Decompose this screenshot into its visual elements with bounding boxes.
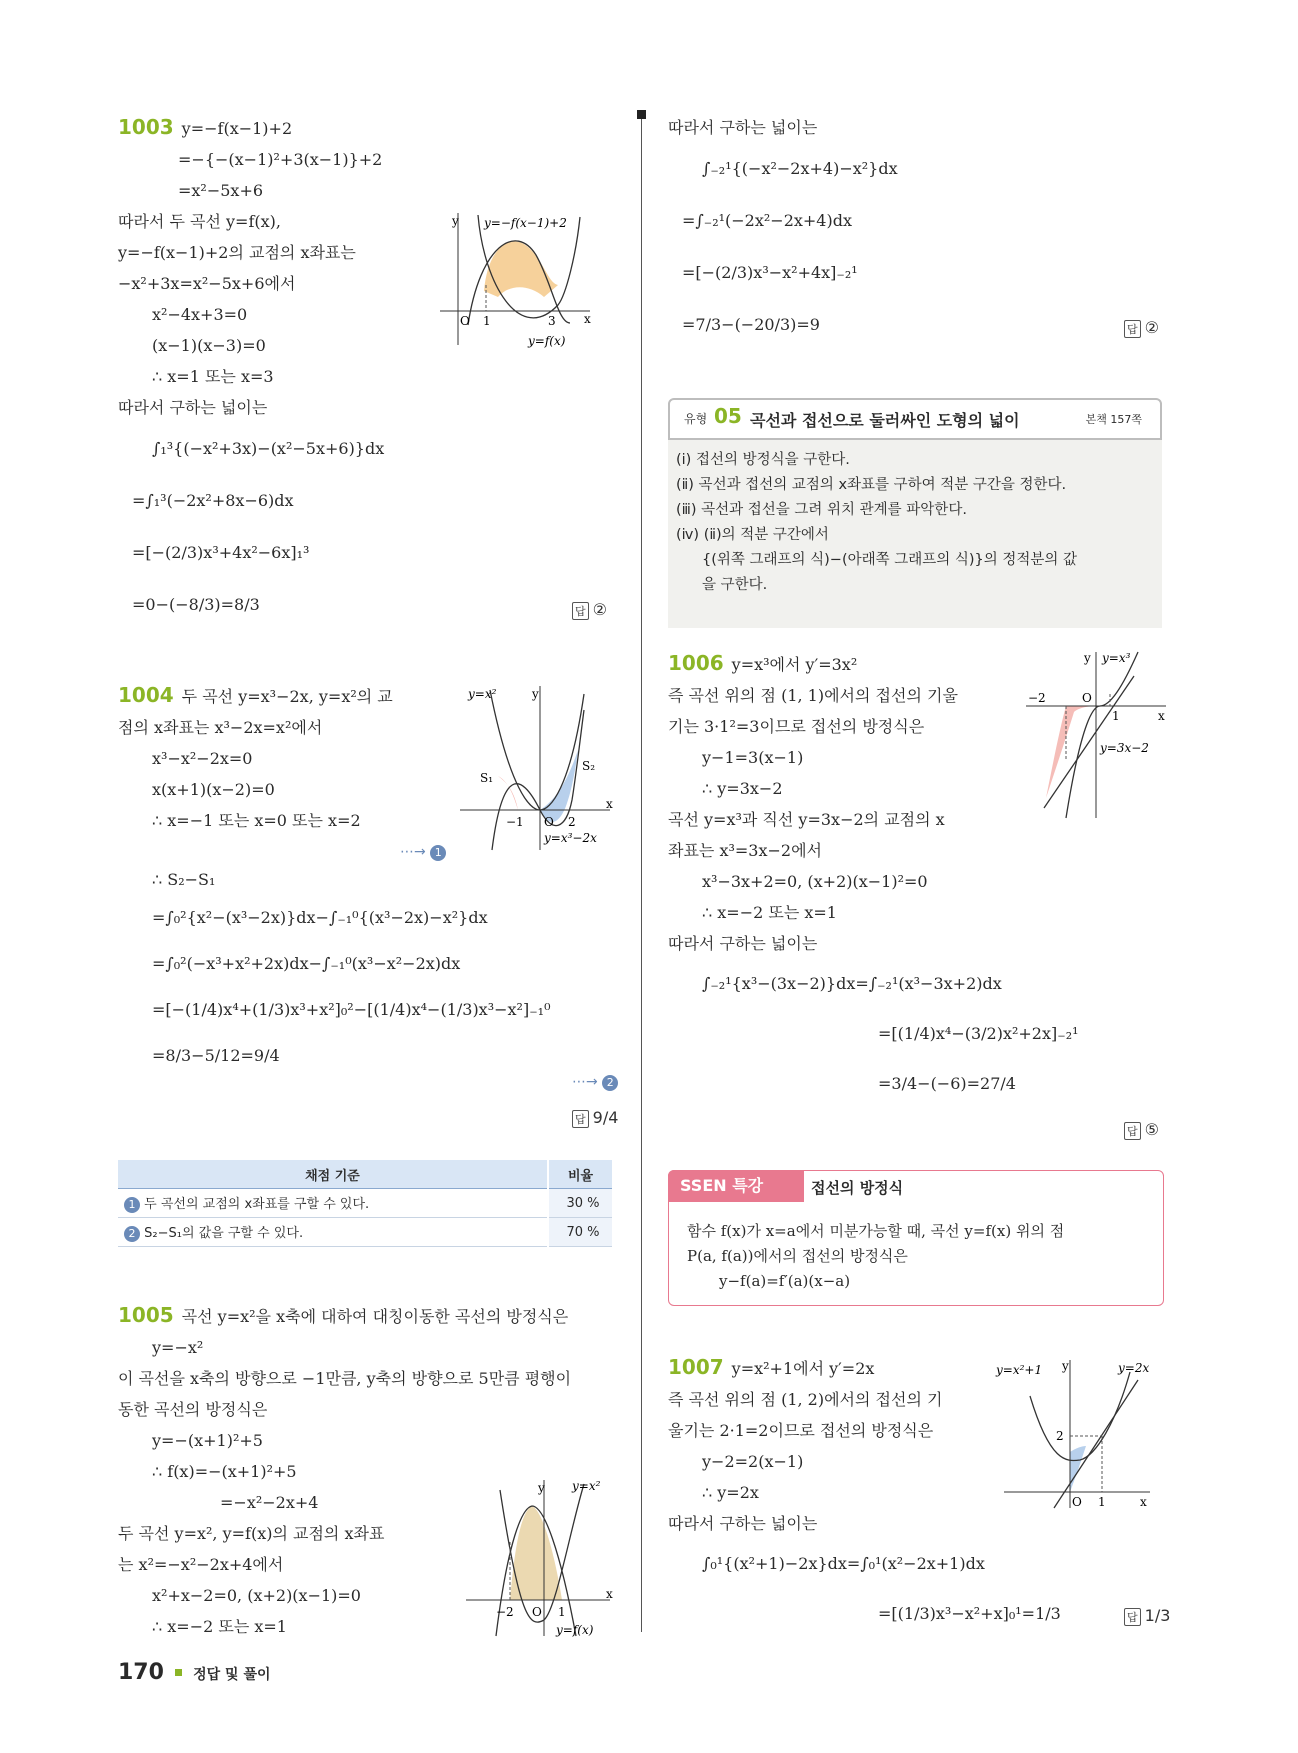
answer-icon: 답 bbox=[572, 602, 589, 620]
x-label: x bbox=[606, 797, 613, 811]
solution-line: 두 곡선 y=x², y=f(x)의 교점의 x좌표 bbox=[118, 1524, 385, 1543]
solution-line: y−1=3(x−1) bbox=[702, 748, 804, 767]
answer-icon: 답 bbox=[1124, 1122, 1141, 1140]
solution-line: y=−(x+1)²+5 bbox=[152, 1431, 263, 1450]
x-label: x bbox=[606, 1587, 613, 1601]
ratio-cell: 30 % bbox=[548, 1189, 612, 1218]
answer-icon: 답 bbox=[572, 1110, 589, 1128]
problem-1003 bbox=[118, 112, 618, 631]
tick-label: −2 bbox=[1028, 691, 1046, 705]
curve-label: y=x³−2x bbox=[544, 831, 597, 845]
solution-line: 이 곡선을 x축의 방향으로 −1만큼, y축의 방향으로 5만큼 평행이 bbox=[118, 1369, 572, 1388]
ssen-tag: SSEN 특강 bbox=[668, 1170, 804, 1202]
continuation-1005 bbox=[668, 112, 1168, 351]
answer-1006: 답 ⑤ bbox=[1124, 1120, 1159, 1140]
step-badge: 1 bbox=[124, 1197, 140, 1213]
graph-1006 bbox=[1026, 648, 1176, 823]
page-footer bbox=[118, 1660, 271, 1685]
table-header bbox=[118, 1160, 612, 1189]
solution-line: 기는 3·1²=3이므로 접선의 방정식은 bbox=[668, 717, 925, 736]
y-label: y bbox=[1084, 651, 1091, 665]
integral-line: =[−(2/3)x³+4x²−6x]₁³ bbox=[132, 543, 310, 562]
integral-line: ∫₁³{(−x²+3x)−(x²−5x+6)}dx bbox=[152, 439, 385, 458]
solution-line: 좌표는 x³=3x−2에서 bbox=[668, 841, 822, 860]
answer-1004: 답 9/4 bbox=[572, 1108, 618, 1128]
solution-line: ∴ x=−2 또는 x=1 bbox=[152, 1617, 287, 1636]
solution-line: −x²+3x=x²−5x+6에서 bbox=[118, 274, 296, 293]
region-label: S₂ bbox=[582, 759, 596, 773]
integral-line: =[−(2/3)x³−x²+4x]₋₂¹ bbox=[682, 263, 858, 282]
column-header: 채점 기준 bbox=[118, 1160, 548, 1189]
curve-label: y=x²+1 bbox=[996, 1363, 1043, 1377]
tick-label: 2 bbox=[1056, 1429, 1064, 1443]
column-divider bbox=[641, 112, 642, 1632]
integral-line: =[(1/3)x³−x²+x]₀¹=1/3 bbox=[878, 1604, 1061, 1623]
curve-x3 bbox=[1066, 652, 1138, 818]
solution-line: 두 곡선 y=x³−2x, y=x²의 교 bbox=[181, 687, 393, 706]
solution-line: ∴ y=2x bbox=[702, 1483, 759, 1502]
integral-line: =∫₀²{x²−(x³−2x)}dx−∫₋₁⁰{(x³−2x)−x²}dx bbox=[152, 908, 488, 927]
solution-line: 따라서 두 곡선 y=f(x), bbox=[118, 212, 281, 231]
integral-line: ∫₀¹{(x²+1)−2x}dx=∫₀¹(x²−2x+1)dx bbox=[702, 1554, 985, 1573]
solution-line: =x²−5x+6 bbox=[178, 181, 264, 200]
graph-1005 bbox=[460, 1470, 620, 1640]
solution-line: (x−1)(x−3)=0 bbox=[152, 336, 266, 355]
graph-1004 bbox=[460, 680, 620, 855]
answer-1003: 답 ② bbox=[572, 600, 607, 620]
solution-line: x³−3x+2=0, (x+2)(x−1)²=0 bbox=[702, 872, 928, 891]
solution-line: x³−x²−2x=0 bbox=[152, 749, 253, 768]
tick-label: 2 bbox=[568, 815, 576, 829]
scoring-table bbox=[118, 1160, 612, 1247]
type-number: 05 bbox=[714, 404, 742, 428]
y-label: y bbox=[538, 1481, 545, 1495]
solution-line: 는 x²=−x²−2x+4에서 bbox=[118, 1555, 284, 1574]
tick-label: 3 bbox=[548, 314, 556, 328]
solution-line: 곡선 y=x³과 직선 y=3x−2의 교점의 x bbox=[668, 810, 945, 829]
answer-1005: 답 ② bbox=[1124, 318, 1159, 338]
solution-line: 즉 곡선 위의 점 (1, 2)에서의 접선의 기 bbox=[668, 1390, 943, 1409]
integral-line: =[(1/4)x⁴−(3/2)x²+2x]₋₂¹ bbox=[878, 1024, 1079, 1043]
answer-icon: 답 bbox=[1124, 1608, 1141, 1626]
step-marker-1: ⋯→ 1 bbox=[400, 844, 446, 861]
solution-line: ∴ x=−2 또는 x=1 bbox=[702, 903, 837, 922]
page-reference: 본책 157쪽 bbox=[1085, 413, 1142, 426]
curve-label: y=2x bbox=[1118, 1361, 1150, 1375]
step-badge: 2 bbox=[124, 1226, 140, 1242]
type-title: 곡선과 접선으로 둘러싸인 도형의 넓이 bbox=[750, 411, 1020, 430]
page-number: 170 bbox=[118, 1660, 164, 1685]
answer-1007: 답 1/3 bbox=[1124, 1606, 1170, 1626]
solution-line: y=−f(x−1)+2 bbox=[181, 119, 293, 138]
tick-label: −1 bbox=[506, 815, 524, 829]
tick-label: 1 bbox=[558, 1605, 566, 1619]
solution-line: 따라서 구하는 넓이는 bbox=[668, 934, 818, 953]
curve-label: y=x³ bbox=[1102, 651, 1131, 665]
ssen-line: y−f(a)=f′(a)(x−a) bbox=[719, 1272, 851, 1290]
integral-line: =[−(1/4)x⁴+(1/3)x³+x²]₀²−[(1/4)x⁴−(1/3)x³−x²]₋₁⁰ bbox=[152, 1000, 551, 1019]
solution-line: =−{−(x−1)²+3(x−1)}+2 bbox=[178, 150, 383, 169]
integral-line: =7/3−(−20/3)=9 bbox=[682, 315, 820, 334]
divider-marker bbox=[637, 110, 646, 119]
shaded-region bbox=[484, 241, 558, 297]
curve-label: y=f(x) bbox=[556, 1623, 594, 1637]
step-line: (ⅳ) (ⅱ)의 적분 구간에서 bbox=[676, 527, 829, 543]
type-box bbox=[668, 398, 1162, 622]
origin-label: O bbox=[1072, 1495, 1082, 1509]
step-marker-2: ⋯→ 2 bbox=[572, 1074, 618, 1091]
graph-1003 bbox=[440, 205, 620, 355]
criterion-text: 두 곡선의 교점의 x좌표를 구할 수 있다. bbox=[144, 1197, 370, 1212]
answer-icon: 답 bbox=[1124, 320, 1141, 338]
graph-1007 bbox=[990, 1352, 1170, 1512]
solution-line: 점의 x좌표는 x³−2x=x²에서 bbox=[118, 718, 323, 737]
ssen-title: 접선의 방정식 bbox=[811, 1179, 904, 1197]
solution-line: ∴ x=−1 또는 x=0 또는 x=2 bbox=[152, 811, 361, 830]
problem-number: 1005 bbox=[118, 1303, 174, 1327]
region-label: S₁ bbox=[480, 771, 494, 785]
integral-line: =0−(−8/3)=8/3 bbox=[132, 595, 260, 614]
origin-label: O bbox=[1082, 691, 1092, 705]
problem-number: 1007 bbox=[668, 1355, 724, 1379]
origin-label: O bbox=[460, 314, 470, 328]
tangent-line bbox=[1054, 1380, 1138, 1508]
origin-label: O bbox=[532, 1605, 542, 1619]
solution-line: ∴ x=1 또는 x=3 bbox=[152, 367, 274, 386]
solution-line: 즉 곡선 위의 점 (1, 1)에서의 접선의 기울 bbox=[668, 686, 958, 705]
solution-line: 곡선 y=x²을 x축에 대하여 대칭이동한 곡선의 방정식은 bbox=[181, 1307, 569, 1326]
origin-label: O bbox=[544, 815, 554, 829]
ssen-content bbox=[687, 1219, 1064, 1294]
solution-line: 따라서 구하는 넓이는 bbox=[668, 118, 818, 137]
solution-line: ∴ f(x)=−(x+1)²+5 bbox=[152, 1462, 297, 1481]
y-label: y bbox=[532, 687, 539, 701]
curve-label: y=f(x) bbox=[528, 334, 566, 348]
step-line: 을 구한다. bbox=[702, 577, 768, 593]
integral-line: =3/4−(−6)=27/4 bbox=[878, 1074, 1016, 1093]
step-line: (ⅱ) 곡선과 접선의 교점의 x좌표를 구하여 적분 구간을 정한다. bbox=[676, 477, 1067, 493]
ssen-box bbox=[668, 1170, 1164, 1306]
tick-label: 1 bbox=[1112, 709, 1120, 723]
footer-title: 정답 및 풀이 bbox=[193, 1667, 271, 1683]
solution-line: x(x+1)(x−2)=0 bbox=[152, 780, 275, 799]
integral-line: =∫₀²(−x³+x²+2x)dx−∫₋₁⁰(x³−x²−2x)dx bbox=[152, 954, 461, 973]
problem-number: 1006 bbox=[668, 651, 724, 675]
ssen-line: 함수 f(x)가 x=a에서 미분가능할 때, 곡선 y=f(x) 위의 점 bbox=[687, 1222, 1065, 1240]
tick-label: −2 bbox=[496, 1605, 514, 1619]
step-line: {(위쪽 그래프의 식)−(아래쪽 그래프의 식)}의 정적분의 값 bbox=[702, 552, 1078, 568]
x-label: x bbox=[1158, 709, 1165, 723]
integral-line: =∫₋₂¹(−2x²−2x+4)dx bbox=[682, 211, 852, 230]
footer-bullet-icon bbox=[175, 1669, 182, 1676]
table-row bbox=[118, 1218, 612, 1247]
step-line: (ⅲ) 곡선과 접선을 그려 위치 관계를 파악한다. bbox=[676, 502, 967, 518]
solution-line: y−2=2(x−1) bbox=[702, 1452, 804, 1471]
solution-line: 따라서 구하는 넓이는 bbox=[668, 1514, 818, 1533]
solution-line: y=−f(x−1)+2의 교점의 x좌표는 bbox=[118, 243, 356, 262]
problem-number: 1004 bbox=[118, 683, 174, 707]
solution-line: 따라서 구하는 넓이는 bbox=[118, 398, 268, 417]
type-steps bbox=[668, 440, 1162, 628]
curve-label: y=3x−2 bbox=[1100, 741, 1149, 755]
curve-label: y=x² bbox=[468, 687, 497, 701]
integral-line: ∫₋₂¹{x³−(3x−2)}dx=∫₋₂¹(x³−3x+2)dx bbox=[702, 974, 1002, 993]
y-label: y bbox=[452, 214, 459, 228]
curve-label: y=x² bbox=[572, 1479, 601, 1493]
solution-line: y=−x² bbox=[152, 1338, 204, 1357]
problem-number: 1003 bbox=[118, 115, 174, 139]
solution-line: 동한 곡선의 방정식은 bbox=[118, 1400, 268, 1419]
solution-line: ∴ S₂−S₁ bbox=[152, 870, 216, 889]
x-label: x bbox=[1140, 1495, 1147, 1509]
column-header: 비율 bbox=[548, 1160, 612, 1189]
x-label: x bbox=[584, 312, 591, 326]
integral-line: =∫₁³(−2x²+8x−6)dx bbox=[132, 491, 294, 510]
type-tag: 유형 bbox=[684, 412, 708, 426]
criterion-text: S₂−S₁의 값을 구할 수 있다. bbox=[144, 1226, 304, 1241]
integral-line: =8/3−5/12=9/4 bbox=[152, 1046, 280, 1065]
solution-line: 울기는 2·1=2이므로 접선의 방정식은 bbox=[668, 1421, 934, 1440]
tick-label: 1 bbox=[483, 314, 491, 328]
solution-line: x²+x−2=0, (x+2)(x−1)=0 bbox=[152, 1586, 361, 1605]
solution-line: y=x³에서 y′=3x² bbox=[731, 655, 858, 674]
tick-label: 1 bbox=[1098, 1495, 1106, 1509]
solution-line: x²−4x+3=0 bbox=[152, 305, 248, 324]
solution-line: y=x²+1에서 y′=2x bbox=[731, 1359, 875, 1378]
shaded-region bbox=[1070, 1446, 1086, 1492]
ssen-line: P(a, f(a))에서의 접선의 방정식은 bbox=[687, 1247, 908, 1265]
table-row bbox=[118, 1189, 612, 1218]
type-header bbox=[668, 398, 1162, 440]
ratio-cell: 70 % bbox=[548, 1218, 612, 1247]
y-label: y bbox=[1062, 1359, 1069, 1373]
curve-label: y=−f(x−1)+2 bbox=[484, 216, 567, 230]
shaded-s2 bbox=[540, 750, 578, 822]
integral-line: ∫₋₂¹{(−x²−2x+4)−x²}dx bbox=[702, 159, 898, 178]
solution-line: =−x²−2x+4 bbox=[220, 1493, 319, 1512]
step-line: (ⅰ) 접선의 방정식을 구한다. bbox=[676, 452, 850, 468]
solution-line: ∴ y=3x−2 bbox=[702, 779, 783, 798]
